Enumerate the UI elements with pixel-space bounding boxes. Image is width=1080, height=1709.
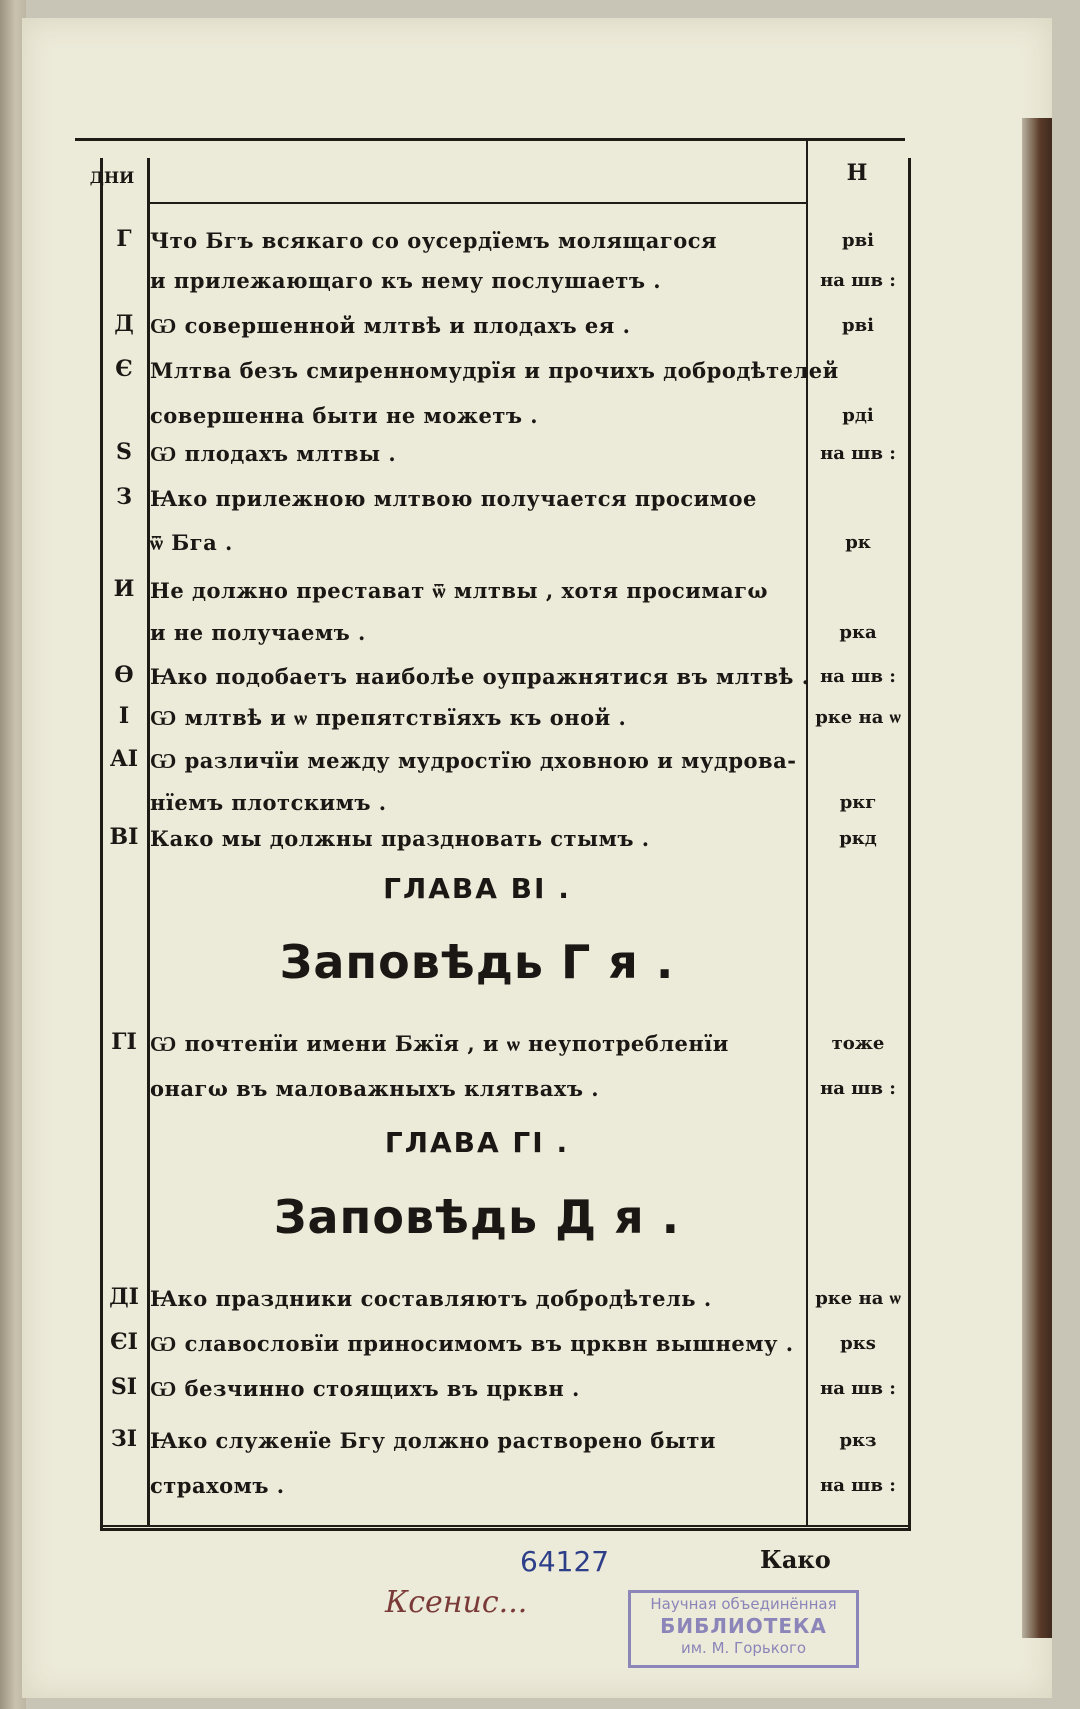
entry-text: нїемъ плотскимъ . [150,790,387,815]
toc-row [0,1465,1080,1505]
page-reference: рка [839,622,877,643]
chapter-heading: ГЛАВА ВІ . [383,872,571,905]
library-stamp [628,1590,859,1668]
entry-text: Ꙗко прилежною млтвою получается просимое [150,486,757,511]
toc-row [0,1420,1080,1460]
page-reference: на шв : [820,1475,896,1496]
entry-text: Ꙗко праздники составляютъ добродѣтель . [150,1286,712,1311]
entry-text: Ꙗко служенїе Бгу должно растворено быти [150,1428,716,1453]
page-reference: на шв : [820,1078,896,1099]
stamp-line: БИБЛИОТЕКА [660,1614,827,1638]
entry-text: Ѡ различїи между мудростїю дховною и мудрова- [150,748,797,773]
shelfmark-number: 64127 [520,1545,610,1578]
toc-row [0,1368,1080,1408]
entry-text: Ѡ млтвѣ и ѡ препятствїяхъ къ оной . [150,705,627,730]
toc-row [0,697,1080,737]
entry-text: совершенна быти не можетъ . [150,403,539,428]
toc-row [0,1068,1080,1108]
entry-text: и прилежающаго къ нему послушаетъ . [150,268,662,293]
page-edge [1022,118,1052,1638]
day-number: ЅІ [110,1374,138,1400]
page-reference: тоже [831,1033,885,1054]
frame-top-rule [75,138,905,141]
page-column-header: Н [846,160,868,186]
text-column-top-rule [147,202,807,204]
day-number: Ѳ [114,662,134,688]
page-reference: рві [842,230,874,251]
page-reference: рді [842,405,874,426]
toc-row [0,740,1080,780]
entry-text: страхомъ . [150,1473,285,1498]
page-reference: рке на ѡ [815,1288,901,1309]
commandment-heading: Заповѣдь Г я . [279,935,675,989]
page-reference: на шв : [820,270,896,291]
page-reference: ркг [839,792,877,813]
day-number: ЗІ [110,1426,138,1452]
stamp-line: им. М. Горького [680,1639,807,1657]
commandment-heading: Заповѣдь Д я . [273,1190,681,1244]
handwritten-signature: Ксенис... [385,1585,528,1620]
page-reference: ркз [839,1430,877,1451]
stamp-line: Научная объединённая [650,1595,837,1613]
entry-text: ѿ Бга . [150,530,233,555]
entry-text: Ꙗко подобаетъ наиболѣе оупражнятися въ млтвѣ . [150,664,810,689]
toc-row [0,395,1080,435]
entry-text: Не должно престават ѿ млтвы , хотя просимагω [150,578,768,603]
entry-text: онагω въ маловажныхъ клятвахъ . [150,1076,600,1101]
page-reference: ркд [839,828,877,849]
page-reference: рві [842,315,874,336]
entry-text: Како мы должны праздновать стымъ . [150,826,650,851]
toc-row [0,1323,1080,1363]
toc-row [0,612,1080,652]
toc-row [0,656,1080,696]
entry-text: Ѡ славословїи приносимомъ въ црквн вышнему . [150,1331,794,1356]
toc-row [0,522,1080,562]
entry-text: Что Бгъ всякаго со оусердїемъ молящагося [150,228,718,253]
day-number: ГІ [111,1029,137,1055]
toc-row [0,433,1080,473]
toc-row [0,1278,1080,1318]
day-number: АІ [109,746,139,772]
toc-row [0,305,1080,345]
catchword: Како [760,1545,831,1574]
toc-row [0,478,1080,518]
toc-row [0,350,1080,390]
toc-row [0,260,1080,300]
chapter-heading: ГЛАВА ГІ . [384,1126,570,1159]
entry-text: Ѡ почтенїи имени Бжїя , и ѡ неупотребленїи [150,1031,729,1056]
page-reference: на шв : [820,1378,896,1399]
entry-text: Ѡ плодахъ млтвы . [150,441,397,466]
day-number: Д [114,311,134,337]
page-reference: на шв : [820,443,896,464]
page-reference: на шв : [820,666,896,687]
entry-text: Ѡ совершенной млтвѣ и плодахъ ея . [150,313,631,338]
day-number: И [113,576,135,602]
toc-row [0,1023,1080,1063]
days-column-header: ДНИ [89,168,135,187]
toc-row [0,220,1080,260]
toc-row [0,570,1080,610]
day-number: Є [115,356,133,382]
page-reference: рк [845,532,871,553]
day-number: ДІ [109,1284,139,1310]
entry-text: Ѡ безчинно стоящихъ въ црквн . [150,1376,580,1401]
toc-row [0,782,1080,822]
day-number: Ѕ [116,439,132,465]
toc-row [0,818,1080,858]
day-number: Г [116,226,132,252]
entry-text: и не получаемъ . [150,620,366,645]
page-reference: рке на ѡ [815,707,901,728]
day-number: І [118,703,130,729]
frame-bottom-rule [100,1525,908,1527]
day-number: З [116,484,132,510]
day-number: ВІ [109,824,139,850]
entry-text: Млтва безъ смиренномудрїя и прочихъ добродѣтелей [150,358,839,383]
page-reference: ркѕ [840,1333,876,1354]
day-number: ЄІ [110,1329,138,1355]
